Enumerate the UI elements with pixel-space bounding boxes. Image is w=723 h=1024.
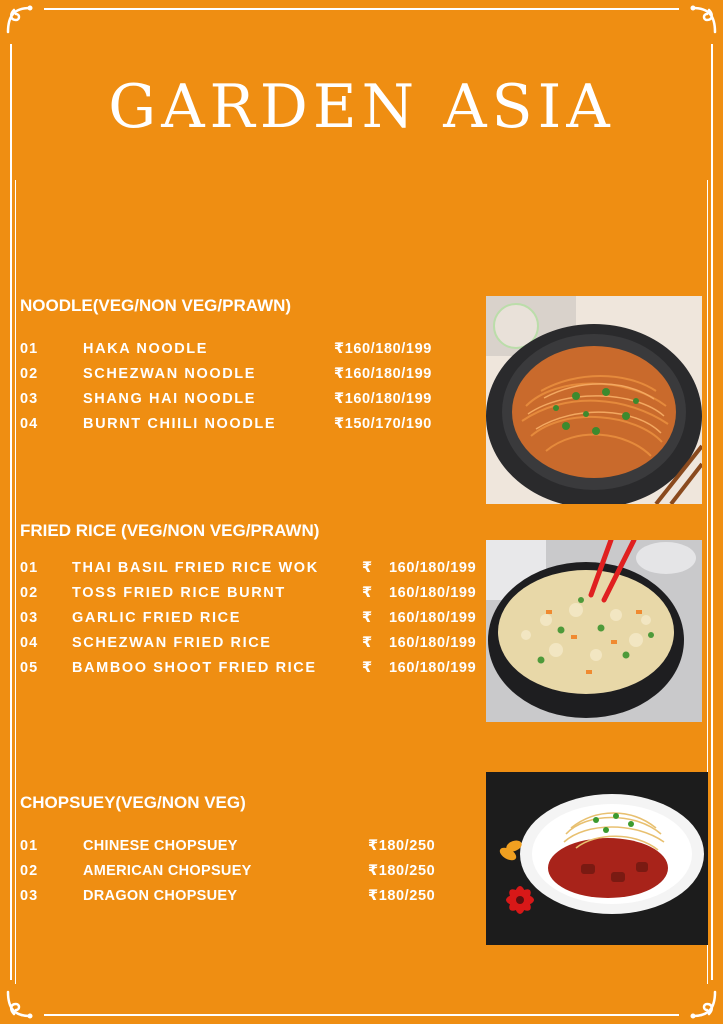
fried-rice-bowl-photo [486, 540, 702, 722]
corner-ornament-icon [4, 986, 40, 1022]
frame-right-border [711, 44, 713, 980]
item-price: ₹180/250 [368, 838, 436, 854]
item-number: 03 [20, 391, 39, 407]
item-name: CHINESE CHOPSUEY [83, 838, 238, 854]
item-name: BURNT CHIILI NOODLE [83, 416, 277, 432]
item-name: THAI BASIL FRIED RICE WOK [72, 560, 319, 576]
item-number: 03 [20, 888, 39, 904]
item-price: ₹160/180/199 [334, 341, 432, 357]
item-name: DRAGON CHOPSUEY [83, 888, 238, 904]
item-name: BAMBOO SHOOT FRIED RICE [72, 660, 317, 676]
item-name: AMERICAN CHOPSUEY [83, 863, 252, 879]
item-number: 03 [20, 610, 39, 626]
frame-bottom-border [44, 1014, 679, 1016]
item-name: SCHEZWAN FRIED RICE [72, 635, 272, 651]
corner-ornament-icon [683, 2, 719, 38]
item-name: SHANG HAI NOODLE [83, 391, 257, 407]
section-title-noodle: NOODLE(VEG/NON VEG/PRAWN) [20, 296, 292, 315]
item-price: ₹160/180/199 [334, 391, 432, 407]
currency-symbol: ₹ [362, 560, 374, 576]
currency-symbol: ₹ [362, 660, 374, 676]
item-price: 160/180/199 [389, 610, 477, 626]
section-title-fried-rice: FRIED RICE (VEG/NON VEG/PRAWN) [20, 521, 320, 540]
item-price: ₹160/180/199 [334, 366, 432, 382]
section-title-chopsuey: CHOPSUEY(VEG/NON VEG) [20, 793, 246, 812]
item-name: TOSS FRIED RICE BURNT [72, 585, 286, 601]
item-number: 02 [20, 863, 39, 879]
item-number: 01 [20, 560, 39, 576]
currency-symbol: ₹ [362, 635, 374, 651]
item-number: 02 [20, 585, 39, 601]
item-price: ₹150/170/190 [334, 416, 432, 432]
restaurant-title: GARDEN ASIA [108, 72, 615, 142]
item-price: 160/180/199 [389, 585, 477, 601]
item-name: GARLIC FRIED RICE [72, 610, 241, 626]
item-price: ₹180/250 [368, 863, 436, 879]
item-price: 160/180/199 [389, 660, 477, 676]
item-name: HAKA NOODLE [83, 341, 209, 357]
frame-left-border [10, 44, 12, 980]
item-number: 01 [20, 341, 39, 357]
currency-symbol: ₹ [362, 585, 374, 601]
frame-top-border [44, 8, 679, 10]
item-price: ₹180/250 [368, 888, 436, 904]
currency-symbol: ₹ [362, 610, 374, 626]
item-number: 01 [20, 838, 39, 854]
item-price: 160/180/199 [389, 635, 477, 651]
item-number: 04 [20, 416, 39, 432]
item-name: SCHEZWAN NOODLE [83, 366, 257, 382]
frame-inner-left-border [15, 180, 16, 984]
item-price: 160/180/199 [389, 560, 477, 576]
item-number: 04 [20, 635, 39, 651]
noodle-bowl-photo [486, 296, 702, 504]
item-number: 05 [20, 660, 39, 676]
chopsuey-plate-photo [486, 772, 708, 945]
corner-ornament-icon [4, 2, 40, 38]
item-number: 02 [20, 366, 39, 382]
corner-ornament-icon [683, 986, 719, 1022]
